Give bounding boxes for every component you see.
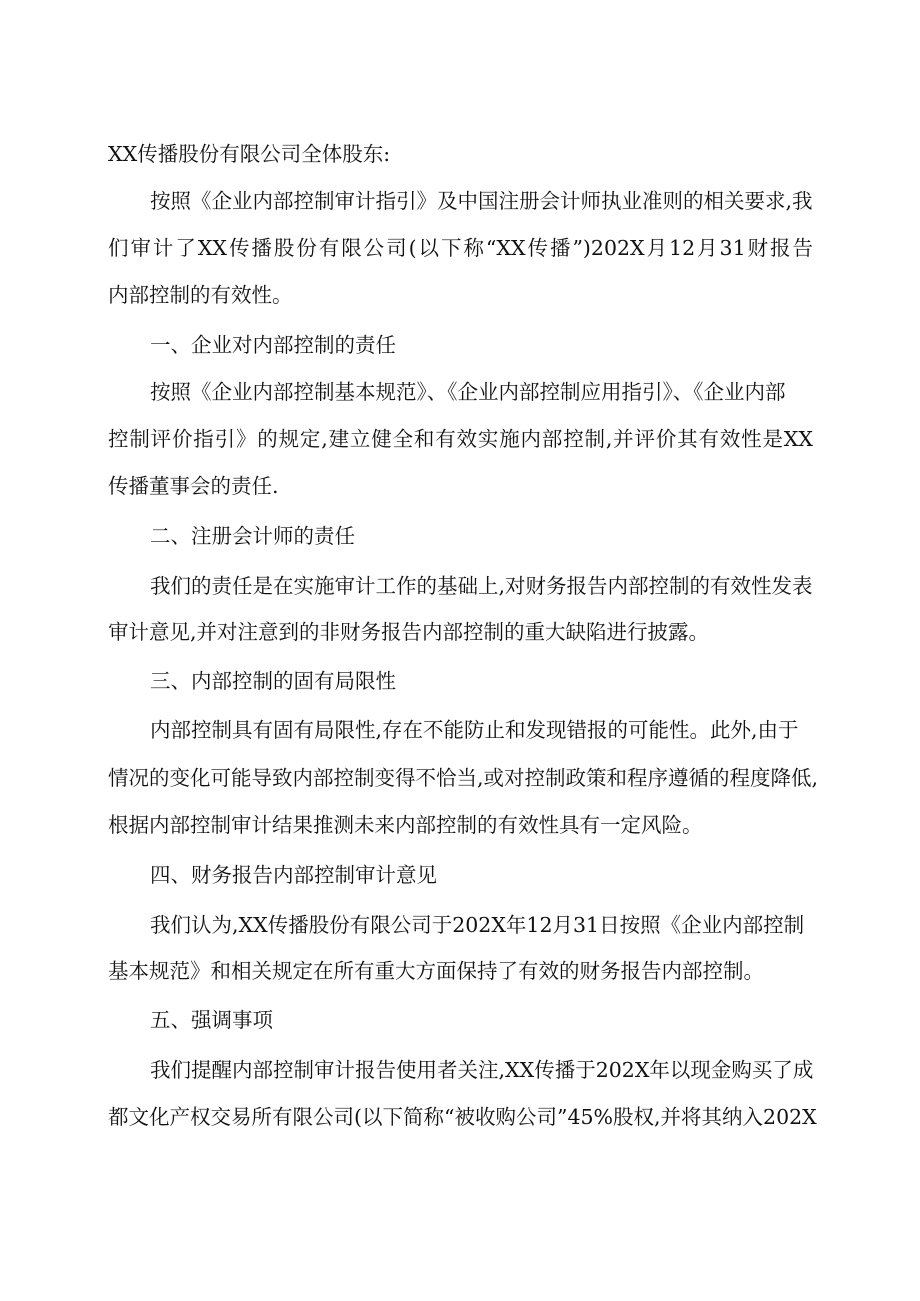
section-paragraph-line: 情况的变化可能导致内部控制变得不恰当,或对控制政策和程序遵循的程度降低,	[108, 766, 819, 790]
section-paragraph-line: 我们提醒内部控制审计报告使用者关注,XX传播于202X年以现金购买了成	[150, 1058, 814, 1082]
section-heading-inherent-limitations: 三、内部控制的固有局限性	[150, 669, 396, 693]
section-heading-emphasis-matter: 五、强调事项	[150, 1008, 273, 1032]
intro-paragraph-line: 们审计了XX传播股份有限公司(以下称“XX传播”)202X月12月31财报告	[108, 236, 813, 260]
section-paragraph-line: 控制评价指引》的规定,建立健全和有效实施内部控制,并评价其有效性是XX	[108, 427, 813, 451]
section-paragraph-line: 按照《企业内部控制基本规范》、《企业内部控制应用指引》、《企业内部	[150, 380, 786, 404]
salutation: XX传播股份有限公司全体股东:	[108, 142, 391, 166]
section-paragraph-line: 我们认为,XX传播股份有限公司于202X年12月31日按照《企业内部控制	[150, 913, 805, 937]
section-heading-responsibility-auditor: 二、注册会计师的责任	[150, 524, 355, 548]
section-heading-audit-opinion: 四、财务报告内部控制审计意见	[150, 863, 437, 887]
section-paragraph-line: 基本规范》和相关规定在所有重大方面保持了有效的财务报告内部控制。	[108, 959, 764, 983]
section-paragraph-line: 根据内部控制审计结果推测未来内部控制的有效性具有一定风险。	[108, 813, 703, 837]
section-paragraph-line: 内部控制具有固有局限性,存在不能防止和发现错报的可能性。此外,由于	[150, 718, 799, 742]
section-heading-responsibility-company: 一、企业对内部控制的责任	[150, 333, 396, 357]
section-paragraph-line: 传播董事会的责任.	[108, 474, 279, 498]
intro-paragraph-line: 内部控制的有效性。	[108, 283, 293, 307]
intro-paragraph-line: 按照《企业内部控制审计指引》及中国注册会计师执业准则的相关要求,我	[150, 189, 813, 213]
section-paragraph-line: 都文化产权交易所有限公司(以下简称“被收购公司”45%股权,并将其纳入202X	[108, 1105, 817, 1129]
section-paragraph-line: 我们的责任是在实施审计工作的基础上,对财务报告内部控制的有效性发表	[150, 574, 813, 598]
section-paragraph-line: 审计意见,并对注意到的非财务报告内部控制的重大缺陷进行披露。	[108, 620, 710, 644]
